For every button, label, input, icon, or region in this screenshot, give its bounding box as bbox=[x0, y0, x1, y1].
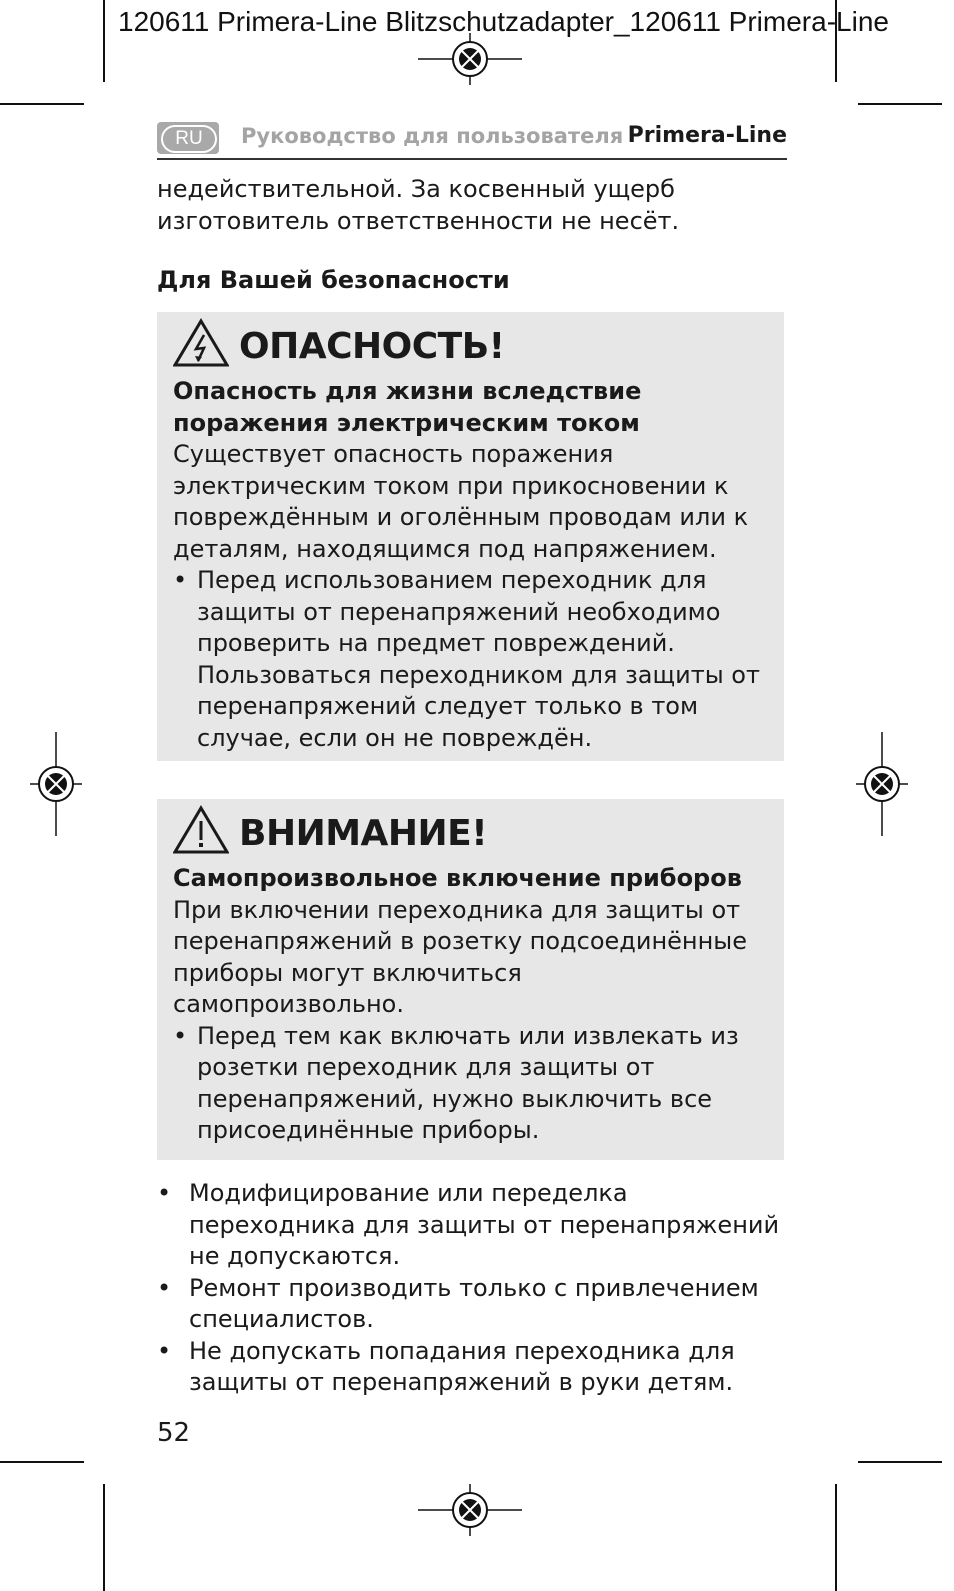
list-item-line: специалистов. bbox=[189, 1305, 374, 1333]
crop-mark-top-left-vertical bbox=[103, 0, 105, 82]
danger-title: ОПАСНОСТЬ! bbox=[239, 326, 505, 367]
danger-bullet-line-5: перенапряжений следует только в том bbox=[197, 692, 699, 720]
registration-mark-bottom bbox=[418, 1484, 522, 1536]
list-item-line: переходника для защиты от перенапряжений bbox=[189, 1210, 780, 1239]
danger-text-line-1: Существует опасность поражения bbox=[173, 440, 614, 468]
caution-text-line-1: При включении переходника для защиты от bbox=[173, 895, 741, 924]
registration-mark-right bbox=[856, 732, 908, 836]
danger-text-line-2: электрическим током при прикосновении к bbox=[173, 471, 729, 500]
bullet-dot: • bbox=[157, 1336, 172, 1365]
danger-bullet-line-1: Перед использованием переходник для bbox=[197, 566, 707, 594]
danger-box bbox=[157, 312, 784, 761]
crop-mark-bottom-right-horizontal bbox=[858, 1461, 942, 1463]
bullet-dot: • bbox=[157, 1179, 172, 1207]
danger-text-line-4: деталям, находящимся под напряжением. bbox=[173, 534, 717, 563]
print-slug: 120611 Primera-Line Blitzschutzadapter_120611 Primera-Line bbox=[118, 6, 889, 37]
list-item-line: не допускаются. bbox=[189, 1242, 401, 1270]
bullet-dot: • bbox=[157, 1273, 172, 1302]
caution-text-line-3: приборы могут включиться bbox=[173, 958, 522, 987]
danger-subtitle-line-2: поражения электрическим током bbox=[173, 408, 640, 437]
crop-mark-top-right-horizontal bbox=[858, 103, 942, 105]
danger-bullet-line-4: Пользоваться переходником для защиты от bbox=[197, 660, 760, 689]
caution-text-line-4: самопроизвольно. bbox=[173, 990, 404, 1018]
list-item-line: Модифицирование или переделка bbox=[189, 1179, 628, 1207]
list-item-line: Не допускать попадания переходника для bbox=[189, 1336, 735, 1365]
crop-mark-bottom-right-vertical bbox=[835, 1484, 837, 1591]
danger-subtitle-line-1: Опасность для жизни вследствие bbox=[173, 377, 642, 405]
list-item-line: защиты от перенапряжений в руки детям. bbox=[189, 1368, 734, 1396]
brand-name: Primera-Line bbox=[627, 123, 787, 148]
crop-mark-top-left-horizontal bbox=[0, 103, 84, 105]
guide-label: Руководство для пользователя bbox=[241, 124, 624, 148]
registration-mark-left bbox=[30, 732, 82, 836]
intro-line-1: недействительной. За косвенный ущерб bbox=[157, 175, 675, 203]
caution-box bbox=[157, 799, 784, 1160]
caution-subtitle: Самопроизвольное включение приборов bbox=[173, 864, 742, 892]
danger-bullet-line-2: защиты от перенапряжений необходимо bbox=[197, 597, 721, 626]
intro-line-2: изготовитель ответственности не несёт. bbox=[157, 206, 680, 235]
list-item-line: Ремонт производить только с привлечением bbox=[189, 1273, 759, 1302]
bullet-dot: • bbox=[173, 566, 188, 594]
exclamation-warning-icon bbox=[173, 805, 229, 855]
caution-bullet-line-2: розетки переходник для защиты от bbox=[197, 1053, 655, 1081]
page-number: 52 bbox=[157, 1418, 191, 1448]
danger-bullet-line-6: случае, если он не повреждён. bbox=[197, 723, 593, 752]
crop-mark-bottom-left-vertical bbox=[103, 1484, 105, 1591]
caution-text-line-2: перенапряжений в розетку подсоединённые bbox=[173, 927, 748, 955]
caution-bullet-line-3: перенапряжений, нужно выключить все bbox=[197, 1084, 713, 1113]
danger-bullet-line-3: проверить на предмет повреждений. bbox=[197, 629, 675, 657]
danger-text-line-3: повреждённым и оголённым проводам или к bbox=[173, 503, 749, 531]
crop-mark-bottom-left-horizontal bbox=[0, 1461, 84, 1463]
running-header bbox=[157, 118, 787, 160]
caution-bullet-line-1: Перед тем как включать или извлекать из bbox=[197, 1021, 739, 1050]
language-code: RU bbox=[161, 125, 217, 153]
language-badge bbox=[157, 122, 219, 154]
caution-bullet-line-4: присоединённые приборы. bbox=[197, 1116, 540, 1144]
registration-mark-top bbox=[418, 33, 522, 85]
bullet-dot: • bbox=[173, 1021, 188, 1050]
caution-title: ВНИМАНИЕ! bbox=[239, 813, 488, 854]
high-voltage-warning-icon bbox=[173, 318, 229, 368]
section-heading: Для Вашей безопасности bbox=[157, 266, 510, 294]
